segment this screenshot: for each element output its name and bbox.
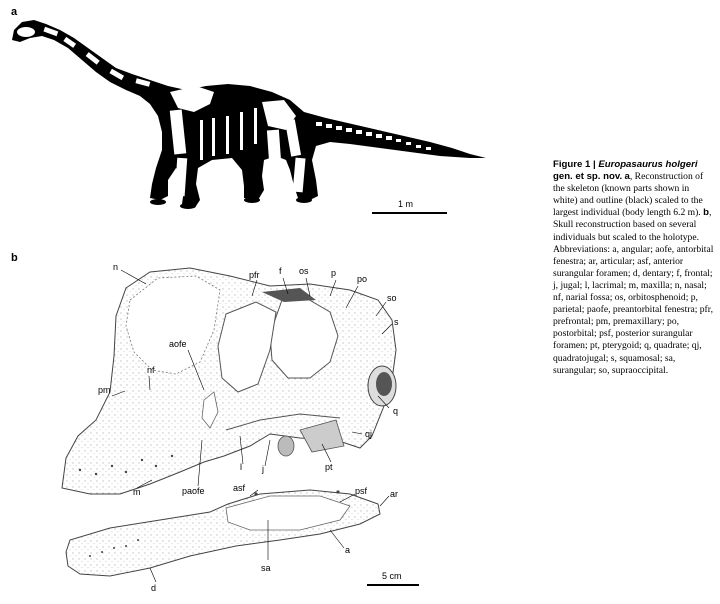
- label-d: d: [151, 583, 157, 593]
- label-pfr: pfr: [249, 270, 260, 280]
- figure-caption: [553, 159, 715, 377]
- caption-a-letter: a: [624, 171, 630, 183]
- figure-label: Figure 1 |: [553, 159, 596, 170]
- label-paofe: paofe: [182, 486, 205, 496]
- label-l: l: [240, 462, 242, 472]
- label-so: so: [387, 293, 397, 303]
- label-ar: ar: [390, 489, 399, 499]
- panel-a-letter: a: [11, 6, 18, 18]
- label-os: os: [299, 266, 309, 276]
- label-nf: nf: [147, 365, 155, 375]
- label-qj: qj: [365, 429, 373, 439]
- scale-bar-a-label: 1 m: [398, 199, 414, 209]
- label-po: po: [357, 274, 368, 284]
- label-sa: sa: [261, 563, 271, 573]
- label-f: f: [279, 266, 282, 276]
- label-n: n: [113, 262, 119, 272]
- caption-b-text: , Skull reconstruction based on several individuals but scaled to the holotype. Abbreviations: a, angular; aofe, antorbital fenestra; ar, articular; asf, anterior surangular foramen; d, dentary; f, frontal; j, jugal; l, lacrimal; m, maxilla; n, nasal; nf, narial fossa; os, orbitosphenoid; p, parietal; paofe, preantorbital fenestra; pfr, prefrontal; pm, premaxillary; po, postorbital; psf, posterior surangular foramen; pt, pterygoid; q, quadrate; qj, quadratojugal; s, squamosal; sa, surangular; so, supraoccipital.: [553, 207, 714, 376]
- label-a: a: [345, 545, 351, 555]
- label-j: j: [262, 464, 264, 474]
- panel-b-letter: b: [11, 252, 18, 264]
- label-p: p: [331, 268, 337, 278]
- caption-a-text: , Reconstruction of the skeleton (known parts shown in white) and outline (black) scaled to the largest individual (body length 6.2 m).: [553, 171, 704, 219]
- scale-bar-b-label: 5 cm: [382, 571, 402, 581]
- label-aofe: aofe: [169, 339, 187, 349]
- gen-sp-nov: gen. et sp. nov.: [553, 171, 623, 183]
- caption-b-letter: b: [703, 207, 709, 219]
- label-s: s: [394, 317, 399, 327]
- species-name: Europasaurus holgeri: [598, 159, 698, 170]
- label-m: m: [133, 487, 141, 497]
- label-psf: psf: [355, 486, 368, 496]
- label-q: q: [393, 406, 399, 416]
- label-pm: pm: [98, 385, 111, 395]
- label-asf: asf: [233, 483, 246, 493]
- label-pt: pt: [325, 462, 333, 472]
